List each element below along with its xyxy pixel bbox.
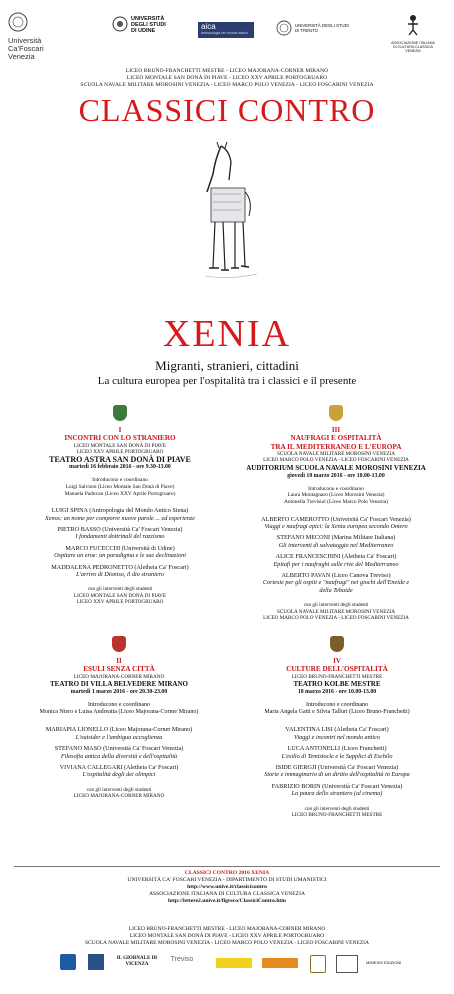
sponsor-logos [0, 952, 454, 974]
section-org: LICEO MARCO POLO VENEZIA - LICEO FOSCARINI VENEZIA [263, 457, 409, 464]
students-school: LICEO MONTALE SAN DONÀ DI PIAVE [73, 592, 167, 599]
section-number: IV [333, 657, 341, 665]
hero-title: XENIA [162, 313, 292, 355]
schools-list [0, 68, 454, 89]
aicc-figure-icon [405, 14, 421, 36]
students-school: LICEO MAJORANA-CORNER MIRANO [73, 793, 165, 800]
talk-title: La paura dello straniero (al cinema) [291, 790, 383, 798]
school-line: LICEO BRUNO-FRANCHETTI MESTRE - LICEO MAJORANA-CORNER MIRANO [128, 926, 326, 932]
talk-title: L'arrivo di Dioniso, il dio straniero [76, 570, 164, 578]
speaker-name: MADDALENA PEDRONETTO (Aletheia Ca' Foscari) [51, 563, 189, 571]
section-heading: ESULI SENZA CITTÀ [83, 665, 155, 673]
section-org: LICEO MAJORANA-CORNER MIRANO [73, 673, 165, 680]
footer-org: ASSOCIAZIONE ITALIANA DI CULTURA CLASSICA VENEZIA [148, 891, 306, 897]
talk-title: Filosofia antica della diversità e dell'ospitalità [60, 752, 178, 760]
sponsor-logo-icon [88, 954, 104, 970]
speaker-name: STEFANO MECONI (Marina Militare Italiana) [276, 534, 396, 542]
speaker-name: MARCO FUCECCHI (Università di Udine) [65, 544, 175, 552]
udine-logo [112, 16, 192, 34]
section-venue: TEATRO DI VILLA BELVEDERE MIRANO [50, 679, 188, 688]
unive-line-3: Venezia [8, 52, 35, 61]
crest-logo-icon [310, 955, 326, 973]
talk-title: L'outsider e l'ambigua accoglienza [75, 733, 163, 741]
students-label: con gli interventi degli studenti [303, 602, 369, 609]
section-4 [240, 636, 434, 818]
students-label: con gli interventi degli studenti [87, 586, 153, 593]
talk-title: L'ospitalità degli dei olimpici [82, 771, 156, 779]
section-heading: CULTURE DELL'OSPITALITÀ [286, 665, 388, 673]
talk-title: Ospitare un eroe: un paradigma e le sue declinazioni [54, 552, 186, 560]
students-school: LICEO BRUNO-FRANCHETTI MESTRE [291, 811, 383, 818]
aicc-line-2: DI CULTURA CLASSICA [393, 45, 433, 50]
giornale-vicenza-logo: IL GIORNALE DI VICENZA [116, 956, 158, 967]
section-heading: TRA IL MEDITERRANEO E L'EUROPA [270, 442, 402, 451]
sponsor-logo-icon [216, 958, 252, 968]
trento-line-1: UNIVERSITÀ DEGLI STUDI [295, 23, 349, 28]
section-3 [232, 405, 440, 621]
crest-logo-icon [336, 955, 358, 973]
section-number: II [116, 657, 122, 665]
students-school: LICEO MARCO POLO VENEZIA - LICEO FOSCARINI VENEZIA [263, 614, 409, 621]
intro-label: Introducono e coordinano [308, 485, 364, 492]
speaker-name: VALENTINA LISI (Aletheia Ca' Foscari) [285, 726, 389, 734]
speaker-name: ALBERTO CAMEROTTO (Università Ca' Foscari Venezia) [261, 515, 411, 523]
aica-logo [198, 22, 254, 38]
speaker-name: ALBERTO PAVAN (Liceo Canova Treviso) [281, 572, 391, 580]
speaker-name: LUCA ANTONELLI (Liceo Franchetti) [287, 745, 387, 753]
intro-person: Antonella Trevisiol (Liceo Marco Polo Venezia) [284, 499, 388, 505]
section-1 [30, 405, 210, 605]
school-line: LICEO BRUNO-FRANCHETTI MESTRE - LICEO MAJORANA-CORNER MIRANO [125, 68, 329, 74]
school-line: SCUOLA NAVALE MILITARE MOROSINI VENEZIA - LICEO MARCO POLO VENEZIA - LICEO FOSCARINI VENEZIA [80, 82, 374, 88]
section-venue: AUDITORIUM SCUOLA NAVALE MOROSINI VENEZIA [246, 463, 426, 472]
talk-title: Epitafi per i naufraghi sulle rive del Mediterraneo [273, 560, 399, 568]
students-school: SCUOLA NAVALE MILITARE MOROSINI VENEZIA [276, 608, 396, 615]
students-school: LICEO XXV APRILE PORTOGRUARO [76, 598, 164, 605]
section-venue: TEATRO KOLBE MESTRE [293, 679, 381, 688]
unive-line-2: Ca'Foscari [8, 44, 44, 53]
talk-title: Viaggi e naufragi epici: la Xenia europea secondo Omero [264, 523, 408, 530]
footer-schools [0, 926, 454, 947]
intro-person: Monica Niero e Luisa Andreatta (Liceo Majorana-Corner Mirano) [39, 709, 199, 716]
school-line: LICEO MONTALE SAN DONÀ DI PIAVE - LICEO XXV APRILE PORTOGRUARO [129, 933, 325, 939]
talk-title: I fondamenti dottrinali del razzismo [75, 533, 165, 541]
section-number: I [118, 426, 122, 434]
section-date: giovedì 10 marzo 2016 - ore 10.00-13.00 [287, 472, 385, 479]
aica-sub: antropologia del mondo antico [201, 31, 248, 35]
mirano-crest-icon [112, 636, 126, 652]
section-heading: NAUFRAGI E OSPITALITÀ [290, 434, 382, 442]
talk-title: Gli interventi di salvataggio nel Mediterraneo [278, 541, 394, 549]
footer-link-aicc[interactable]: http://lettere2.unive.it/flgreco/ClassiciContro.htm [168, 898, 286, 904]
intro-person: Maria Angela Gatti e Silvia Talluri (Liceo Bruno-Franchetti) [264, 709, 410, 716]
udine-seal-icon [112, 16, 128, 32]
speaker-name: ALICE FRANCESCHINI (Aletheia Ca' Foscari) [275, 553, 397, 561]
section-heading: INCONTRI CON LO STRANIERO [64, 434, 176, 442]
mestre-crest-icon [330, 636, 344, 652]
horse-drawing-illustration [195, 140, 265, 290]
udine-line-1: UNIVERSITÀ [131, 16, 165, 22]
unive-line-1: Università [8, 36, 42, 45]
trento-seal-icon [276, 20, 292, 36]
section-org: LICEO BRUNO-FRANCHETTI MESTRE [291, 673, 383, 680]
footer-org: UNIVERSITÀ CA' FOSCARI VENEZIA - DIPARTIMENTO DI STUDI UMANISTICI [127, 877, 327, 883]
section-2 [22, 636, 216, 799]
hero-subtitle-2: La cultura europea per l'ospitalità tra i classici e il presente [97, 375, 357, 387]
footer-link-unive[interactable]: http://www.unive.it/classicicontro [187, 884, 267, 890]
trento-logo [276, 20, 366, 36]
trento-line-2: DI TRENTO [295, 28, 318, 33]
section-date: 18 marzo 2016 - ore 10.00-13.00 [297, 688, 377, 695]
intro-label: Introducono e coordinano [88, 701, 150, 708]
section-venue: TEATRO ASTRA SAN DONÀ DI PIAVE [49, 455, 191, 465]
speaker-name: FABRIZIO BORIN (Università Ca' Foscari Venezia) [271, 782, 403, 790]
footer-info [0, 870, 454, 905]
section-org: LICEO XXV APRILE PORTOGRUARO [76, 448, 164, 455]
venezia-crest-icon [329, 405, 343, 421]
section-org: LICEO MONTALE SAN DONÀ DI PIAVE [73, 442, 167, 449]
hero-subtitle: Migranti, stranieri, cittadini [155, 358, 299, 373]
speaker-name: MARIAPIA LIONELLO (Liceo Majorana-Corner Mirano) [45, 726, 193, 734]
san-dona-crest-icon [113, 405, 127, 421]
page-title: CLASSICI CONTRO [78, 92, 376, 128]
talk-title: L'esilio di Temistocle e le Supplici di Eschilo [281, 752, 393, 760]
talk-title: Cortesie per gli ospiti e "naufragi" nei giochi dell'Eneide e della Tebaide [262, 579, 410, 594]
students-label: con gli interventi degli studenti [304, 805, 370, 812]
speaker-name: STEFANO MASO (Università Ca' Foscari Venezia) [54, 745, 184, 753]
school-line: LICEO MONTALE SAN DONÀ DI PIAVE - LICEO XXV APRILE PORTOGRUARO [126, 75, 328, 81]
udine-line-3: DI UDINE [131, 28, 156, 34]
intro-person: Manuela Padovan (Liceo XXV Aprile Portogruaro) [64, 490, 176, 497]
section-date: martedì 1 marzo 2016 - ore 20.30-23.00 [70, 688, 168, 695]
footer-title: CLASSICI CONTRO 2016 XENIA [184, 870, 270, 876]
section-org: SCUOLA NAVALE MILITARE MOROSINI VENEZIA [276, 451, 396, 457]
school-line: SCUOLA NAVALE MILITARE MOROSINI VENEZIA - LICEO MARCO POLO VENEZIA - LICEO FOSCARINI VENEZIA [85, 940, 369, 946]
speaker-name: LUIGI SPINA (Antropologia del Mondo Antico Siena) [51, 507, 189, 515]
talk-title: Storie e immaginario di un diritto dell'ospitalità in Europa [264, 771, 410, 779]
footer-divider [14, 866, 440, 867]
header-logos [0, 10, 454, 60]
mimesis-logo: MIMESIS EDIZIONI [366, 960, 402, 965]
section-number: III [331, 426, 341, 434]
talk-title: Viaggi e incontri nel mondo antico [294, 733, 380, 741]
speaker-name: PIETRO BASSO (Università Ca' Foscari Venezia) [57, 525, 183, 533]
talk-title: Xenos: un nome per comporre nuove parole ... ed esperienze [44, 514, 196, 522]
speaker-name: ISIDE GIERGJI (Università Ca' Foscari Venezia) [275, 763, 399, 771]
intro-person: Laura Montagnaro (Liceo Morosini Venezia) [287, 492, 385, 499]
aicc-line-1: ASSOCIAZIONE ITALIANA [391, 41, 435, 45]
sponsor-logo-icon [60, 954, 76, 970]
aicc-logo [380, 14, 446, 54]
treviso-logo: Treviso [170, 956, 194, 963]
intro-label: Introducono e coordinano [306, 701, 368, 708]
intro-label: Introducono e coordinano [92, 477, 148, 484]
aicc-line-3: VENEZIA [405, 49, 421, 54]
speaker-name: VIVIANA CALLEGARI (Aletheia Ca' Foscari) [59, 763, 179, 771]
udine-line-2: DEGLI STUDI [131, 22, 166, 28]
section-date: martedì 16 febbraio 2016 - ore 9.30-13.00 [69, 464, 171, 471]
students-label: con gli interventi degli studenti [86, 786, 152, 793]
intro-person: Luigi Salvioni (Liceo Montale San Donà di Piave) [65, 483, 175, 490]
aica-name: aica [201, 22, 216, 31]
sponsor-logo-icon [262, 958, 298, 968]
unive-seal-icon [8, 12, 28, 32]
unive-logo [8, 12, 68, 61]
